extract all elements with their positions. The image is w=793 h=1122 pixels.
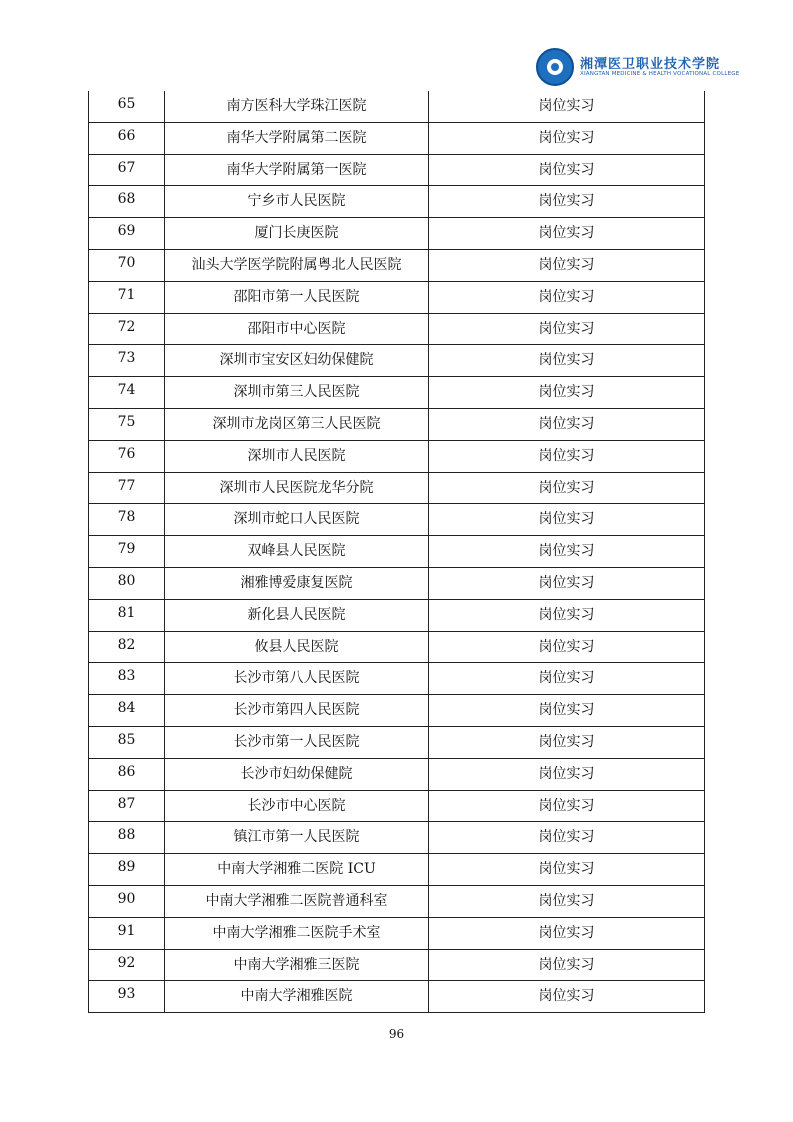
internship-type: 岗位实习 xyxy=(538,733,595,750)
row-number-cell xyxy=(89,408,165,440)
internship-type-cell xyxy=(429,885,705,917)
school-name: 湘潭医卫职业技术学院 xyxy=(580,57,721,72)
row-number: 67 xyxy=(117,159,136,176)
internship-type: 岗位实习 xyxy=(538,193,595,210)
internship-type: 岗位实习 xyxy=(538,129,595,146)
table-row xyxy=(89,726,705,758)
internship-type: 岗位实习 xyxy=(538,956,595,973)
row-number: 88 xyxy=(117,827,136,844)
table-row xyxy=(89,408,705,440)
internship-type-cell xyxy=(429,218,705,250)
hospital-name: 深圳市宝安区妇幼保健院 xyxy=(219,352,374,369)
row-number: 68 xyxy=(117,191,136,208)
table-row xyxy=(89,854,705,886)
hospital-name-cell xyxy=(165,472,429,504)
row-number-cell xyxy=(89,154,165,186)
hospital-name: 攸县人民医院 xyxy=(254,638,339,655)
internship-type: 岗位实习 xyxy=(538,225,595,242)
internship-type: 岗位实习 xyxy=(538,797,595,814)
hospital-name-cell xyxy=(165,663,429,695)
internship-type: 岗位实习 xyxy=(538,892,595,909)
row-number-cell xyxy=(89,472,165,504)
table-row xyxy=(89,281,705,313)
internship-type-cell xyxy=(429,504,705,536)
hospital-name: 深圳市第三人民医院 xyxy=(233,384,360,401)
table-row xyxy=(89,154,705,186)
internship-type: 岗位实习 xyxy=(538,574,595,591)
row-number: 72 xyxy=(117,318,136,335)
internship-type-cell xyxy=(429,599,705,631)
hospital-name-cell xyxy=(165,790,429,822)
hospital-name: 南华大学附属第一医院 xyxy=(226,161,367,178)
hospital-name-cell xyxy=(165,440,429,472)
hospital-name-cell xyxy=(165,981,429,1013)
table-row xyxy=(89,536,705,568)
table-row xyxy=(89,981,705,1013)
hospital-name-cell xyxy=(165,91,429,122)
row-number-cell xyxy=(89,981,165,1013)
table-row xyxy=(89,917,705,949)
table-row xyxy=(89,186,705,218)
row-number: 92 xyxy=(117,954,136,971)
hospital-name-cell xyxy=(165,154,429,186)
internship-type-cell xyxy=(429,249,705,281)
row-number: 80 xyxy=(117,572,136,589)
internship-type: 岗位实习 xyxy=(538,702,595,719)
hospital-name-cell xyxy=(165,695,429,727)
hospital-name: 厦门长庚医院 xyxy=(254,225,339,242)
row-number-cell xyxy=(89,695,165,727)
table-row xyxy=(89,313,705,345)
row-number: 74 xyxy=(117,382,136,399)
row-number: 78 xyxy=(117,509,136,526)
internship-type-cell xyxy=(429,981,705,1013)
hospital-name: 中南大学湘雅二医院 ICU xyxy=(217,861,376,878)
internship-type-cell xyxy=(429,186,705,218)
internship-type: 岗位实习 xyxy=(538,511,595,528)
internship-type: 岗位实习 xyxy=(538,256,595,273)
hospital-name: 邵阳市中心医院 xyxy=(247,320,346,337)
hospital-name: 镇江市第一人民医院 xyxy=(233,829,360,846)
internship-type-cell xyxy=(429,726,705,758)
internship-type-cell xyxy=(429,345,705,377)
table-row xyxy=(89,790,705,822)
hospital-name-cell xyxy=(165,536,429,568)
hospital-name-cell xyxy=(165,186,429,218)
internship-type-cell xyxy=(429,917,705,949)
internship-type: 岗位实习 xyxy=(538,670,595,687)
internship-type: 岗位实习 xyxy=(538,288,595,305)
table-row xyxy=(89,949,705,981)
row-number-cell xyxy=(89,790,165,822)
internship-type-cell xyxy=(429,91,705,122)
hospital-name-cell xyxy=(165,281,429,313)
internship-type: 岗位实习 xyxy=(538,861,595,878)
hospital-name: 中南大学湘雅三医院 xyxy=(233,956,360,973)
row-number: 69 xyxy=(117,223,136,240)
internship-type: 岗位实习 xyxy=(538,447,595,464)
row-number-cell xyxy=(89,663,165,695)
hospital-name: 长沙市第八人民医院 xyxy=(233,670,360,687)
hospital-name: 邵阳市第一人民医院 xyxy=(233,288,360,305)
row-number-cell xyxy=(89,758,165,790)
hospital-name: 长沙市第四人民医院 xyxy=(233,702,360,719)
table-row xyxy=(89,663,705,695)
internship-type: 岗位实习 xyxy=(538,98,595,114)
row-number: 93 xyxy=(117,986,136,1003)
internship-type: 岗位实习 xyxy=(538,606,595,623)
row-number: 73 xyxy=(117,350,136,367)
row-number-cell xyxy=(89,726,165,758)
hospital-name-cell xyxy=(165,854,429,886)
row-number-cell xyxy=(89,631,165,663)
hospital-name-cell xyxy=(165,917,429,949)
internship-type-cell xyxy=(429,122,705,154)
internship-type-cell xyxy=(429,758,705,790)
internship-type: 岗位实习 xyxy=(538,384,595,401)
row-number-cell xyxy=(89,218,165,250)
internship-type-cell xyxy=(429,663,705,695)
hospital-name-cell xyxy=(165,567,429,599)
internship-type: 岗位实习 xyxy=(538,352,595,369)
table-row xyxy=(89,822,705,854)
school-emblem-icon xyxy=(536,48,574,86)
hospital-name-cell xyxy=(165,377,429,409)
table-row xyxy=(89,885,705,917)
table-row xyxy=(89,567,705,599)
hospital-name: 深圳市蛇口人民医院 xyxy=(233,511,360,528)
hospital-name: 中南大学湘雅二医院普通科室 xyxy=(205,892,388,909)
table-row xyxy=(89,249,705,281)
hospital-name: 宁乡市人民医院 xyxy=(247,193,346,210)
row-number-cell xyxy=(89,313,165,345)
row-number-cell xyxy=(89,91,165,122)
table-row xyxy=(89,758,705,790)
row-number: 89 xyxy=(117,859,136,876)
row-number-cell xyxy=(89,504,165,536)
row-number: 84 xyxy=(117,700,136,717)
hospital-name: 南方医科大学珠江医院 xyxy=(226,98,367,114)
hospital-name-cell xyxy=(165,249,429,281)
hospital-name-cell xyxy=(165,504,429,536)
row-number: 90 xyxy=(117,890,136,907)
hospital-name-cell xyxy=(165,949,429,981)
row-number: 76 xyxy=(117,445,136,462)
table-row xyxy=(89,599,705,631)
row-number-cell xyxy=(89,377,165,409)
internship-type: 岗位实习 xyxy=(538,765,595,782)
row-number-cell xyxy=(89,949,165,981)
internship-type-cell xyxy=(429,536,705,568)
internship-type: 岗位实习 xyxy=(538,415,595,432)
hospital-name: 长沙市第一人民医院 xyxy=(233,733,360,750)
internship-type: 岗位实习 xyxy=(538,988,595,1005)
row-number: 83 xyxy=(117,668,136,685)
row-number-cell xyxy=(89,567,165,599)
hospital-name: 中南大学湘雅医院 xyxy=(240,988,353,1005)
hospital-name-cell xyxy=(165,313,429,345)
row-number-cell xyxy=(89,186,165,218)
school-name-english: XIANGTAN MEDICINE & HEALTH VOCATIONAL COLLEGE xyxy=(580,71,740,77)
internship-type-cell xyxy=(429,854,705,886)
row-number: 65 xyxy=(117,96,136,112)
internship-type-cell xyxy=(429,822,705,854)
internship-type: 岗位实习 xyxy=(538,320,595,337)
row-number-cell xyxy=(89,345,165,377)
page-number: 96 xyxy=(388,1027,405,1041)
hospital-name-cell xyxy=(165,885,429,917)
hospital-name: 汕头大学医学院附属粤北人民医院 xyxy=(191,256,402,273)
internship-type-cell xyxy=(429,790,705,822)
internship-type-cell xyxy=(429,440,705,472)
internship-type: 岗位实习 xyxy=(538,161,595,178)
internship-type: 岗位实习 xyxy=(538,479,595,496)
hospital-name-cell xyxy=(165,631,429,663)
row-number: 71 xyxy=(117,286,136,303)
row-number: 81 xyxy=(117,604,136,621)
hospital-name-cell xyxy=(165,599,429,631)
internship-type-cell xyxy=(429,472,705,504)
internship-type-cell xyxy=(429,281,705,313)
internship-type-cell xyxy=(429,631,705,663)
internship-type: 岗位实习 xyxy=(538,829,595,846)
internship-type: 岗位实习 xyxy=(538,924,595,941)
internship-type-cell xyxy=(429,567,705,599)
row-number-cell xyxy=(89,249,165,281)
row-number-cell xyxy=(89,440,165,472)
row-number-cell xyxy=(89,536,165,568)
internship-type: 岗位实习 xyxy=(538,543,595,560)
page-header xyxy=(526,44,740,92)
internship-type-cell xyxy=(429,313,705,345)
row-number-cell xyxy=(89,122,165,154)
row-number: 87 xyxy=(117,795,136,812)
row-number-cell xyxy=(89,599,165,631)
hospital-name-cell xyxy=(165,822,429,854)
hospital-name: 双峰县人民医院 xyxy=(247,543,346,560)
row-number: 86 xyxy=(117,763,136,780)
hospital-name-cell xyxy=(165,122,429,154)
row-number: 79 xyxy=(117,541,136,558)
table-row xyxy=(89,631,705,663)
hospital-name: 深圳市人民医院龙华分院 xyxy=(219,479,374,496)
internship-type-cell xyxy=(429,154,705,186)
table-row xyxy=(89,91,705,122)
row-number-cell xyxy=(89,854,165,886)
hospital-name-cell xyxy=(165,758,429,790)
row-number: 70 xyxy=(117,254,136,271)
row-number: 66 xyxy=(117,127,136,144)
hospital-name-cell xyxy=(165,726,429,758)
table-row xyxy=(89,122,705,154)
hospital-name: 中南大学湘雅二医院手术室 xyxy=(212,924,381,941)
hospital-name: 湘雅博爱康复医院 xyxy=(240,574,353,591)
hospital-name: 长沙市妇幼保健院 xyxy=(240,765,353,782)
row-number-cell xyxy=(89,822,165,854)
table-row xyxy=(89,218,705,250)
table-row xyxy=(89,377,705,409)
internship-type-cell xyxy=(429,408,705,440)
row-number: 77 xyxy=(117,477,136,494)
hospital-name: 深圳市人民医院 xyxy=(247,447,346,464)
row-number-cell xyxy=(89,917,165,949)
row-number-cell xyxy=(89,281,165,313)
internship-type-cell xyxy=(429,377,705,409)
row-number-cell xyxy=(89,885,165,917)
table-row xyxy=(89,345,705,377)
hospital-name-cell xyxy=(165,408,429,440)
row-number: 85 xyxy=(117,731,136,748)
internship-type-cell xyxy=(429,949,705,981)
row-number: 82 xyxy=(117,636,136,653)
table-row xyxy=(89,695,705,727)
hospital-name-cell xyxy=(165,345,429,377)
internship-hospital-table xyxy=(88,91,705,1013)
hospital-name: 深圳市龙岗区第三人民医院 xyxy=(212,415,381,432)
table-row xyxy=(89,504,705,536)
internship-type: 岗位实习 xyxy=(538,638,595,655)
table-row xyxy=(89,440,705,472)
row-number: 75 xyxy=(117,413,136,430)
table-row xyxy=(89,472,705,504)
hospital-name: 长沙市中心医院 xyxy=(247,797,346,814)
internship-type-cell xyxy=(429,695,705,727)
hospital-name: 南华大学附属第二医院 xyxy=(226,129,367,146)
hospital-name: 新化县人民医院 xyxy=(247,606,346,623)
hospital-name-cell xyxy=(165,218,429,250)
row-number: 91 xyxy=(117,922,136,939)
